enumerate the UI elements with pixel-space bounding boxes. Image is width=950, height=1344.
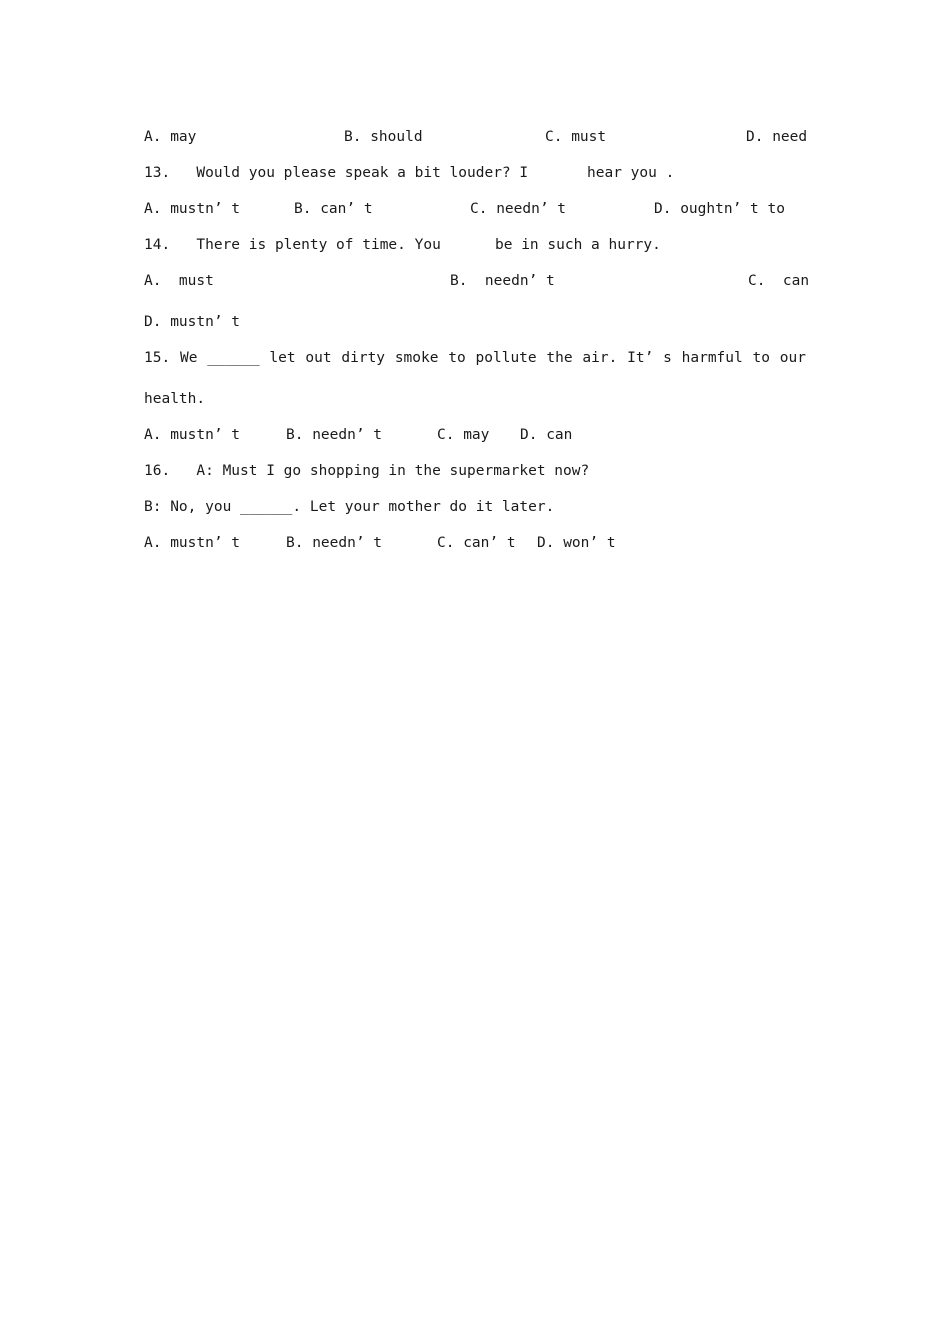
q14-stem: [144, 235, 806, 255]
q15-stem-line2: health.: [144, 391, 206, 407]
q15-option-b: B. needn’ t: [286, 427, 383, 443]
q13-option-c: C. needn’ t: [470, 201, 567, 217]
q13-stem-before: 13. Would you please speak a bit louder? I: [144, 165, 529, 181]
q14-stem-after: be in such a hurry.: [495, 237, 661, 253]
q14-option-d: D. mustn’ t: [144, 314, 241, 330]
q16-option-b: B. needn’ t: [286, 535, 383, 551]
q15-option-d: D. can: [520, 427, 573, 443]
q12-option-d: D. need: [746, 129, 808, 145]
q15-option-a: A. mustn’ t: [144, 427, 241, 443]
q14-option-c: C. can: [748, 273, 810, 289]
q13-stem-after: hear you .: [587, 165, 675, 181]
q13-options: [144, 199, 806, 219]
q14-option-b: B. needn’ t: [450, 273, 555, 289]
q15-options: [144, 425, 806, 445]
q12-option-b: B. should: [344, 129, 423, 145]
q14-option-a: A. must: [144, 273, 214, 289]
q13-option-b: B. can’ t: [294, 201, 373, 217]
q13-stem: [144, 163, 806, 183]
q16-option-a: A. mustn’ t: [144, 535, 241, 551]
q14-options: [144, 271, 810, 291]
q15-option-c: C. may: [437, 427, 490, 443]
q15-stem-line1: 15. We ______ let out dirty smoke to pollute the air. It’ s harmful to our: [144, 350, 806, 366]
q16-stem-a: 16. A: Must I go shopping in the supermarket now?: [144, 463, 590, 479]
q13-option-d: D. oughtn’ t to: [654, 201, 785, 217]
q12-options: [144, 127, 806, 147]
q14-stem-before: 14. There is plenty of time. You: [144, 237, 441, 253]
q12-option-c: C. must: [545, 129, 607, 145]
q13-option-a: A. mustn’ t: [144, 201, 241, 217]
q12-option-a: A. may: [144, 129, 197, 145]
q16-option-d: D. won’ t: [537, 535, 616, 551]
q16-options: [144, 533, 806, 553]
q14-options-wrap: [144, 312, 806, 332]
q16-option-c: C. can’ t: [437, 535, 516, 551]
q16-stem-b: B: No, you ______. Let your mother do it later.: [144, 499, 555, 515]
